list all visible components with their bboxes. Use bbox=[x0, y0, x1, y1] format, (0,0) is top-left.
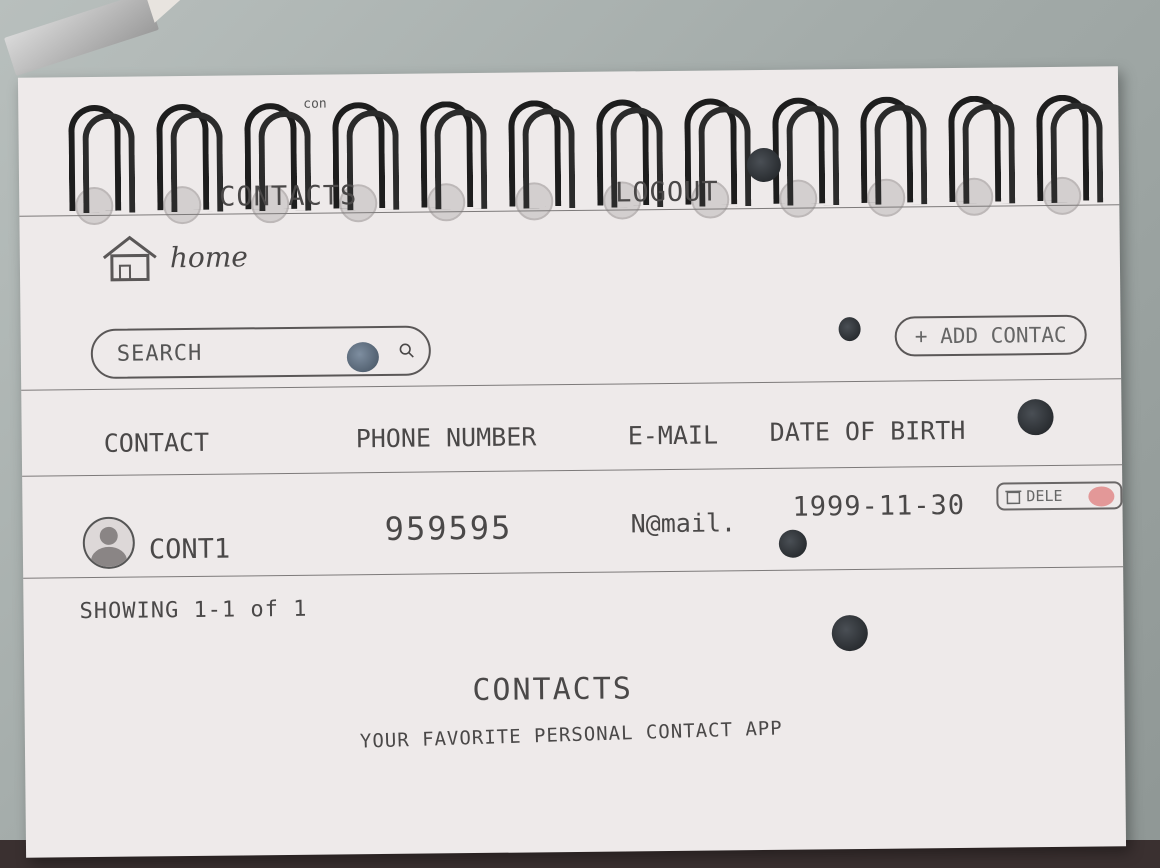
column-header-email[interactable]: E-MAIL bbox=[627, 420, 719, 451]
delete-button[interactable] bbox=[996, 481, 1122, 510]
ink-dot bbox=[1017, 399, 1053, 435]
avatar bbox=[83, 517, 136, 570]
margin-annotation: con bbox=[303, 96, 327, 112]
logout-link[interactable]: LOGOUT bbox=[615, 176, 719, 209]
ink-dot bbox=[347, 342, 379, 372]
contact-email: N@mail. bbox=[630, 508, 737, 539]
spiral-binding bbox=[68, 84, 1120, 245]
divider bbox=[23, 566, 1123, 579]
home-icon bbox=[100, 231, 161, 284]
delete-label: DELE bbox=[1026, 486, 1063, 506]
notebook-page bbox=[18, 66, 1126, 857]
trash-icon bbox=[1004, 488, 1022, 504]
ink-dot bbox=[779, 530, 807, 558]
contact-dob: 1999-11-30 bbox=[792, 489, 966, 523]
ink-dot bbox=[747, 148, 781, 182]
column-header-dob[interactable]: DATE OF BIRTH bbox=[769, 415, 966, 447]
ink-dot bbox=[838, 317, 860, 341]
footer-title: CONTACTS bbox=[472, 671, 634, 709]
nav-contacts-link[interactable]: CONTACTS bbox=[219, 180, 358, 213]
column-header-contact[interactable]: CONTACT bbox=[103, 427, 210, 458]
search-icon[interactable] bbox=[399, 336, 415, 366]
contact-phone: 959595 bbox=[384, 508, 513, 548]
contact-name[interactable]: CONT1 bbox=[148, 533, 231, 566]
divider bbox=[22, 464, 1122, 477]
breadcrumb-home-label[interactable]: home bbox=[169, 239, 249, 274]
column-header-phone[interactable]: PHONE NUMBER bbox=[355, 422, 537, 454]
pagination-status: SHOWING 1-1 of 1 bbox=[79, 596, 308, 625]
divider bbox=[21, 378, 1121, 391]
highlight-mark bbox=[1088, 486, 1114, 506]
search-box[interactable] bbox=[91, 325, 432, 379]
add-contact-button[interactable]: + ADD CONTAC bbox=[894, 315, 1086, 357]
footer-tagline: YOUR FAVORITE PERSONAL CONTACT APP bbox=[359, 717, 784, 753]
breadcrumb[interactable] bbox=[100, 230, 249, 284]
ink-dot bbox=[832, 615, 868, 651]
